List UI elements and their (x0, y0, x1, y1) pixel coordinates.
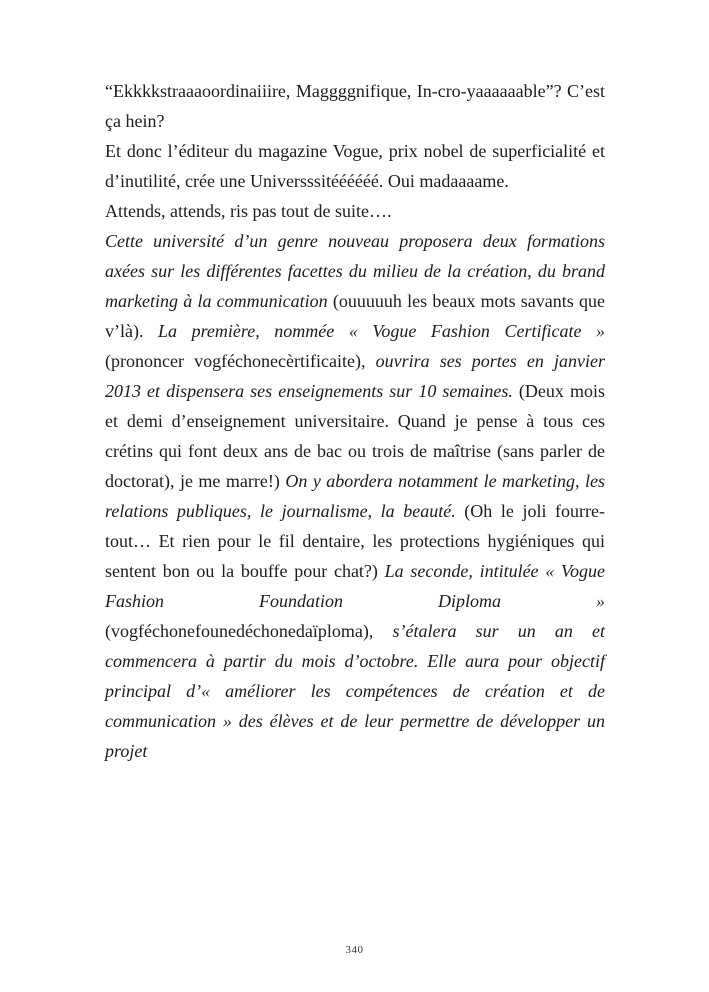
page-text (105, 76, 605, 766)
text-run: (prononcer vogféchonecèrtificaite), (105, 351, 376, 371)
text-run: “Ekkkkstraaaoordinaiiire, Maggggnifique, In-cro-yaaaaaable”? C’est ça hein? (105, 81, 605, 131)
text-run: Attends, attends, ris pas tout de suite…. (105, 201, 392, 221)
paragraph-quote (105, 76, 605, 136)
page-number: 340 (345, 944, 364, 956)
text-run-italic: s’étalera sur un an et commencera à partir du mois d’octobre. Elle aura pour objectif principal d’« améliorer les compétences de création et de communication » des élèves et de leur permettre de développer un projet (105, 621, 605, 761)
paragraph-editor (105, 136, 605, 196)
text-run: (vogféchonefounedéchonedaïploma), (105, 621, 393, 641)
text-run-italic: On y abordera notamment le marketing, les relations publiques, le journalisme, la beauté. (105, 471, 606, 521)
text-run: (Oh le joli fourre-tout… Et rien pour le fil dentaire, les protections hygiéniques qui sentent bon ou la bouffe pour chat?) (105, 501, 605, 581)
paragraph-university-details (105, 226, 605, 766)
text-run-italic: ouvrira ses portes en janvier 2013 et dispensera ses enseignements sur 10 semaines. (105, 351, 605, 401)
text-run: Et donc l’éditeur du magazine Vogue, prix nobel de superficialité et d’inutilité, crée une Universssitéééééé. Oui madaaaame. (105, 141, 605, 191)
text-run: (ouuuuuh les beaux mots savants que v’là). (105, 291, 606, 341)
text-run-italic: La première, nommée « Vogue Fashion Certificate » (158, 321, 605, 341)
text-run: (Deux mois et demi d’enseignement universitaire. Quand je pense à tous ces crétins qui font deux ans de bac ou trois de maîtrise (sans parler de doctorat), je me marre!) (105, 381, 605, 491)
text-run-italic: Cette université d’un genre nouveau proposera deux formations axées sur les différentes facettes du milieu de la création, du brand marketing à la communication (105, 231, 605, 311)
paragraph-attends (105, 196, 605, 226)
text-run-italic: La seconde, intitulée « Vogue Fashion Foundation Diploma » (105, 561, 605, 611)
